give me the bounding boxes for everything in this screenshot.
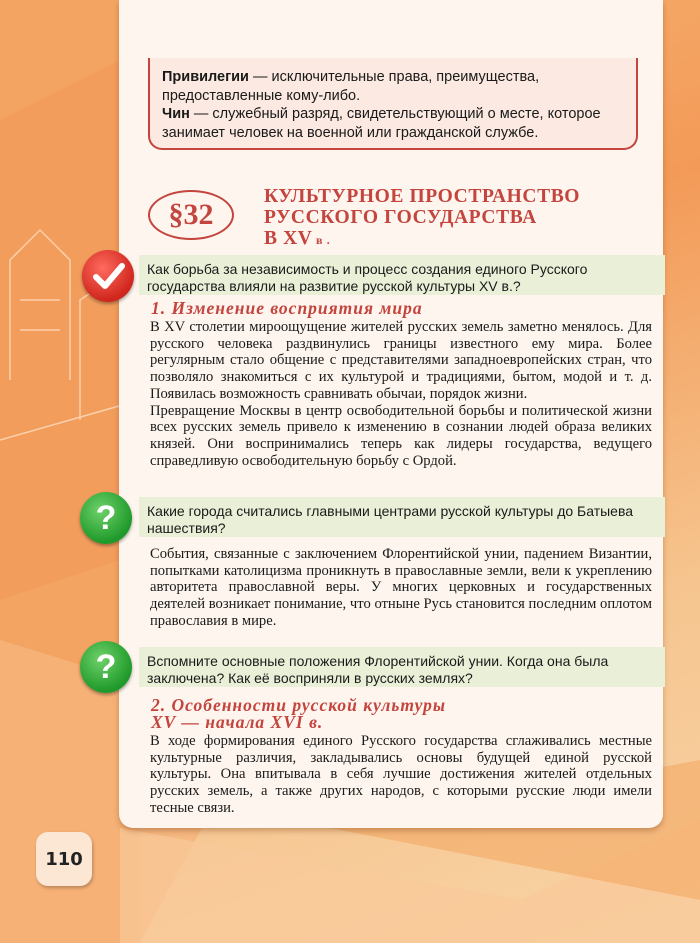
page-number: 110 bbox=[36, 832, 92, 886]
check-icon bbox=[82, 250, 134, 302]
glossary-definition: — служебный разряд, свидетельствующий о месте, которое занимает человек на военной или гражданской службе. bbox=[162, 106, 601, 141]
question-box-3 bbox=[139, 647, 665, 687]
question-text: Какие города считались главными центрами русской культуры до Батыева нашествия? bbox=[147, 503, 634, 536]
glossary-term: Чин bbox=[162, 106, 190, 122]
intro-question-text: Как борьба за независимость и процесс создания единого Русского государства влияли на развитие русской культуры XV в.? bbox=[147, 261, 588, 294]
section-heading-line: 2. Особенности русской культуры bbox=[151, 695, 447, 715]
section-heading-2 bbox=[151, 697, 446, 731]
question-box-2 bbox=[139, 497, 665, 537]
chapter-title-line: РУССКОГО ГОСУДАРСТВА bbox=[264, 207, 537, 228]
question-icon: ? bbox=[80, 492, 132, 544]
glossary-box bbox=[148, 58, 638, 150]
body-paragraph: В XV столетии мироощущение жителей русских земель заметно менялось. Для русского человека раздвинулись границы известного ему мира. Более регулярным стало общение с представителями западноевропейских стран, что позволяло знакомиться с их культурой и традициями, бытом, модой и т. д. Появилась возможность сравнивать обычаи, порядок жизни. bbox=[150, 319, 652, 402]
chapter-title bbox=[264, 186, 644, 251]
section-heading-line: XV — начала XVI в. bbox=[151, 712, 324, 732]
section-1-text bbox=[150, 319, 652, 469]
intro-question bbox=[139, 255, 665, 295]
glossary-entry-privileges bbox=[162, 68, 636, 105]
body-paragraph: В ходе формирования единого Русского государства сглаживались местные культурные различия, закладывались основы будущей единой русской культуры. Она впитывала в себя лучшие достижения жителей отдельных русских земель, а также других народов, с которыми русские люди имели тесные связи. bbox=[150, 733, 652, 816]
section-2-text bbox=[150, 733, 652, 817]
glossary-entry-rank bbox=[162, 105, 636, 142]
section-1-text-cont bbox=[150, 546, 652, 630]
section-heading-1: 1. Изменение восприятия мира bbox=[151, 298, 423, 318]
glossary-definition: — исключительные права, преимущества, предоставленные кому-либо. bbox=[162, 69, 540, 104]
question-text: Вспомните основные положения Флорентийской унии. Когда она была заключена? Как её восприняли в русских землях? bbox=[147, 653, 609, 686]
paragraph-badge: §32 bbox=[148, 190, 234, 240]
chapter-title-line: КУЛЬТУРНОЕ ПРОСТРАНСТВО bbox=[264, 186, 581, 207]
question-icon: ? bbox=[80, 641, 132, 693]
body-paragraph: Превращение Москвы в центр освободительной борьбы и политической жизни всех русских земель привело к изменению в сознании людей образа великих князей. Они воспринимались теперь как лидеры государства, ведущего справедливую освободительную борьбу с Ордой. bbox=[150, 402, 652, 469]
chapter-title-line: В XV в . bbox=[264, 228, 331, 249]
glossary-term: Привилегии bbox=[162, 69, 249, 85]
body-paragraph: События, связанные с заключением Флорентийской унии, падением Византии, попытками католицизма проникнуть в православные земли, вели к укреплению авторитета православной веры. У многих церковных и государственных деятелей возникает понимание, что отныне Русь становится последним оплотом православия в мире. bbox=[150, 546, 652, 629]
